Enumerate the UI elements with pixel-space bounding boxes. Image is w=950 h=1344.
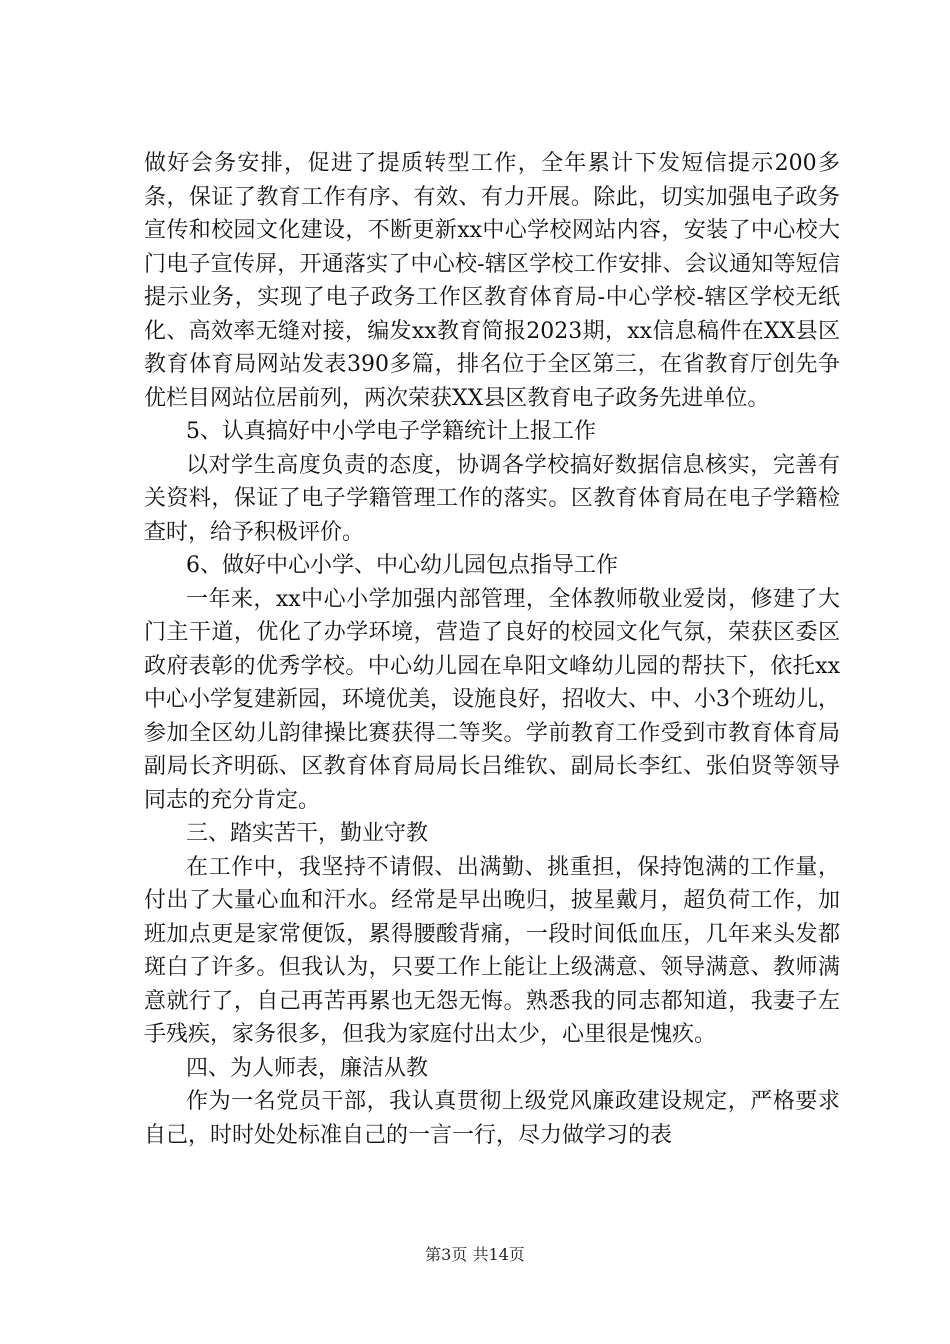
paragraph-body: 以对学生高度负责的态度，协调各学校搞好数据信息核实，完善有关资料，保证了电子学籍管理工作的落实。区教育体育局在电子学籍检查时，给予积极评价。	[144, 452, 840, 545]
section-heading-5: 5、认真搞好中小学电子学籍统计上报工作	[186, 419, 596, 444]
document-body	[144, 147, 840, 1152]
paragraph-continuation: 做好会务安排，促进了提质转型工作，全年累计下发短信提示200多条，保证了教育工作有序、有效、有力开展。除此，切实加强电子政务宣传和校园文化建设，不断更新xx中心学校网站内容，安装了中心校大门电子宣传屏，开通落实了中心校-辖区学校工作安排、会议通知等短信提示业务，实现了电子政务工作区教育体育局-中心学校-辖区学校无纸化、高效率无缝对接，编发xx教育简报2023期，xx信息稿件在XX县区教育体育局网站发表390多篇，排名位于全区第三，在省教育厅创先争优栏目网站位居前列，两次荣获XX县区教育电子政务先进单位。	[144, 151, 840, 411]
section-heading-4: 四、为人师表，廉洁从教	[186, 1055, 429, 1081]
paragraph-body: 在工作中，我坚持不请假、出满勤、挑重担，保持饱满的工作量，付出了大量心血和汗水。经常是早出晚归，披星戴月，超负荷工作，加班加点更是家常便饭，累得腰酸背痛，一段时间低血压，几年来头发都斑白了许多。但我认为，只要工作上能让上级满意、领导满意、教师满意就行了，自己再苦再累也无怨无悔。熟悉我的同志都知道，我妻子左手残疾，家务很多，但我为家庭付出太少，心里很是愧疚。	[144, 854, 840, 1047]
section-heading-3: 三、踏实苦干，勤业守教	[186, 821, 429, 846]
paragraph-body: 作为一名党员干部，我认真贯彻上级党风廉政建设规定，严格要求自己，时时处处标准自己的一言一行，尽力做学习的表	[144, 1089, 840, 1148]
paragraph-body: 一年来，xx中心小学加强内部管理，全体教师敬业爱岗，修建了大门主干道，优化了办学环境，营造了良好的校园文化气氛，荣获区委区政府表彰的优秀学校。中心幼儿园在阜阳文峰幼儿园的帮扶下，依托xx中心小学复建新园，环境优美，设施良好，招收大、中、小3个班幼儿，参加全区幼儿韵律操比赛获得二等奖。学前教育工作受到市教育体育局副局长齐明砾、区教育体育局局长吕维钦、副局长李红、张伯贤等领导同志的充分肯定。	[144, 586, 840, 813]
page-number-footer: 第3页 共14页	[425, 1245, 525, 1264]
section-heading-6: 6、做好中心小学、中心幼儿园包点指导工作	[186, 553, 618, 578]
